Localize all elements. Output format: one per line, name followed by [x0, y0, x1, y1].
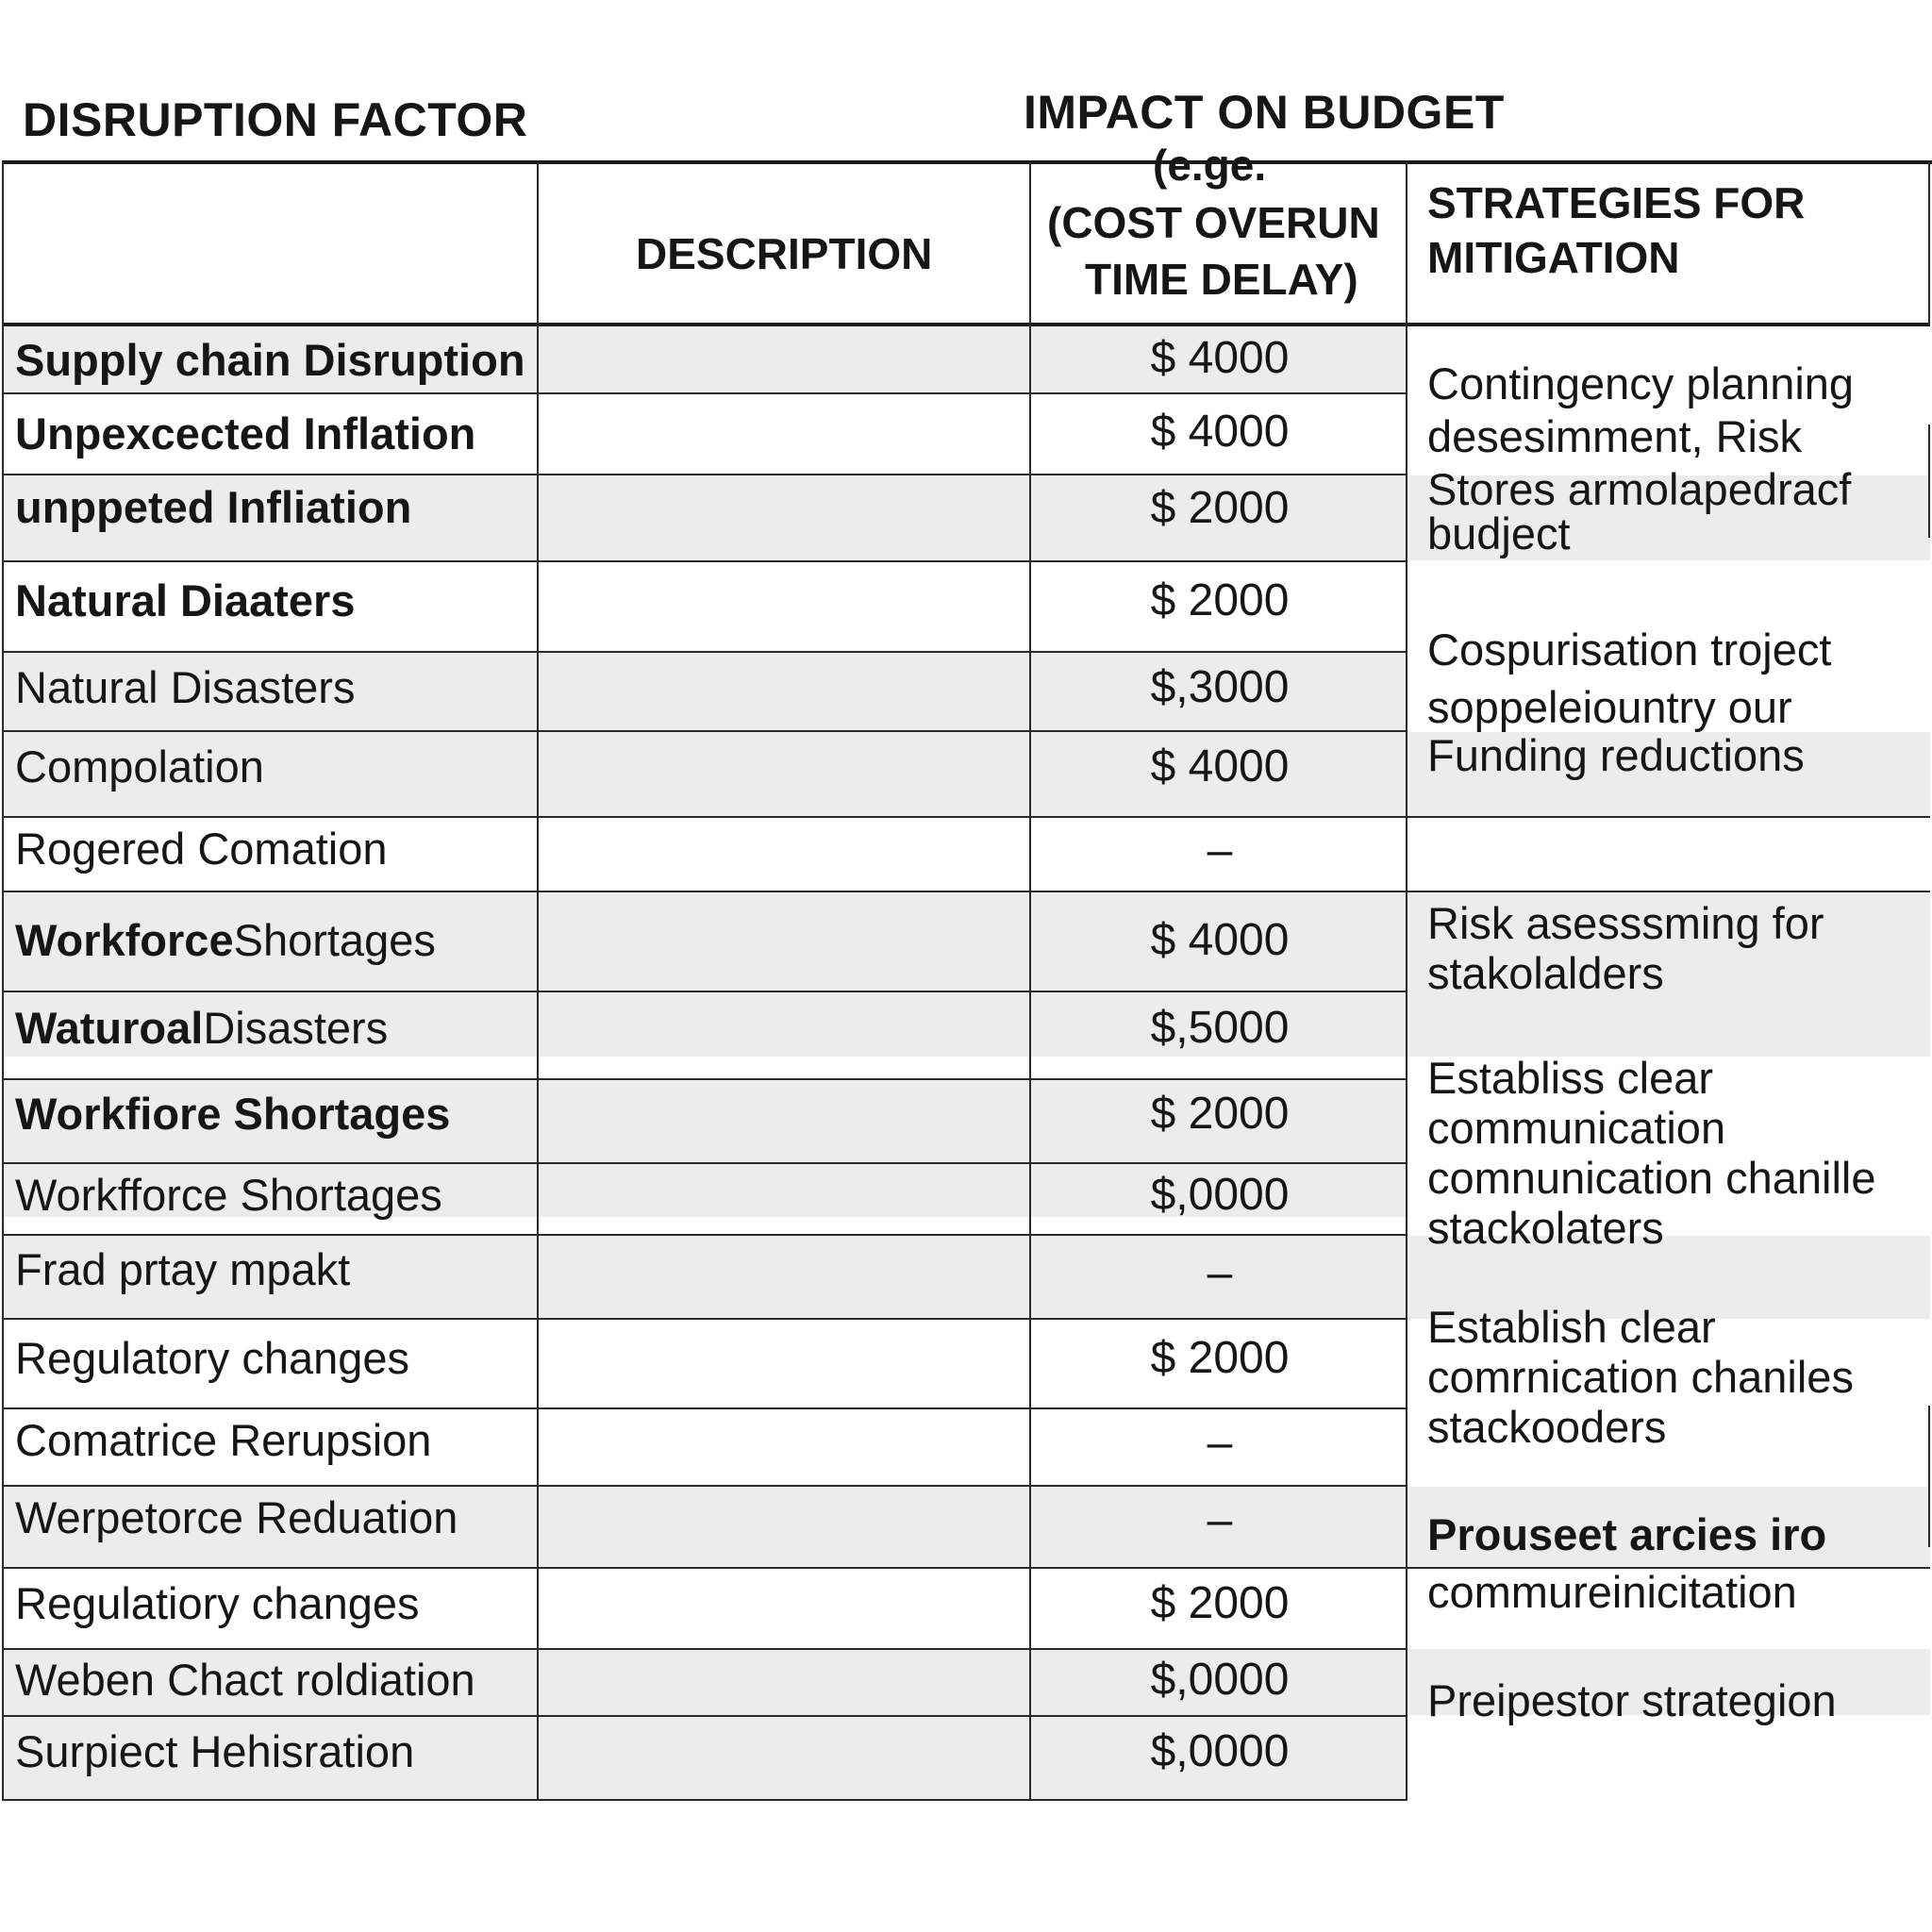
factor-cell: Workfiore Shortages: [15, 1088, 451, 1139]
header-description: DESCRIPTION: [636, 229, 933, 278]
factor-cell: Natural Disasters: [15, 661, 356, 712]
factor-cell: Waturoal Disasters: [15, 1002, 389, 1053]
table-left-border: [2, 162, 4, 1801]
factor-cell: Regulatory changes: [15, 1332, 410, 1383]
factor-cell: Werpetorce Reduation: [15, 1491, 458, 1542]
strategy-contingency: Contingency planning desesimment, Risk Stores armolapedracf budject: [1427, 358, 1855, 558]
header-impact-cost: (COST OVERUN: [1047, 198, 1380, 247]
impact-cell: $,0000: [1150, 1725, 1290, 1776]
impact-cell: $ 2000: [1150, 1577, 1290, 1628]
impact-cell: $ 4000: [1150, 741, 1290, 791]
impact-cell: –: [1207, 1494, 1233, 1545]
factor-cell: Frad prtay mpakt: [15, 1243, 351, 1294]
factor-cell: Supply chain Disruption: [15, 334, 525, 385]
row-divider: [2, 1318, 1407, 1320]
page-title: DISRUPTION FACTOR: [23, 93, 528, 146]
impact-cell: –: [1207, 824, 1233, 875]
factor-cell: Workforce Shortages: [15, 914, 436, 965]
impact-cell: $ 2000: [1150, 482, 1290, 533]
strategy-funding: Cospurisation troject soppeleiountry our Funding reductions: [1427, 625, 1832, 780]
factor-cell: Surpiect Hehisration: [15, 1725, 415, 1776]
impact-cell: $ 2000: [1150, 1088, 1290, 1139]
strategy-risk-assessment: Risk asesssming for stakolalders: [1427, 898, 1824, 998]
strategy-process: Prouseet arcies iro commureinicitation: [1427, 1509, 1827, 1617]
factor-cell: Weben Chact roldiation: [15, 1654, 475, 1705]
strategy-communication-1: Establiss clear communication comnunication chanille stackolaters: [1427, 1053, 1876, 1253]
factor-cell: Natural Diaaters: [15, 575, 356, 625]
column-divider-1: [537, 162, 539, 1801]
factor-cell: unppeted Infliation: [15, 481, 412, 532]
impact-cell: $ 2000: [1150, 575, 1290, 625]
factor-cell: Rogered Comation: [15, 823, 388, 874]
impact-cell: $,5000: [1150, 1002, 1290, 1053]
factor-cell: Unpexcected Inflation: [15, 408, 476, 458]
impact-cell: $ 2000: [1150, 1332, 1290, 1383]
impact-cell: $,3000: [1150, 661, 1290, 712]
factor-cell: Workfforce Shortages: [15, 1169, 442, 1220]
table-bottom-border: [2, 1799, 1407, 1801]
impact-cell: $ 4000: [1150, 406, 1290, 457]
factor-cell: Compolation: [15, 741, 264, 791]
header-strategies-line1: STRATEGIES FOR: [1427, 178, 1806, 227]
impact-cell: $,0000: [1150, 1654, 1290, 1705]
factor-cell: Comatrice Rerupsion: [15, 1414, 432, 1465]
row-divider: [2, 891, 1930, 892]
strategy-preipestor: Preipestor strategion: [1427, 1675, 1837, 1725]
factor-cell: Regulatiory changes: [15, 1577, 420, 1628]
table-right-border: [1928, 162, 1930, 325]
impact-cell: $ 4000: [1150, 332, 1290, 383]
header-strategies-line2: MITIGATION: [1427, 233, 1680, 282]
impact-cell: $,0000: [1150, 1169, 1290, 1220]
impact-cell: –: [1207, 1417, 1233, 1468]
strategy-edge: [1928, 425, 1930, 538]
impact-cell: –: [1207, 1247, 1233, 1298]
strategy-communication-2: Establish clear comrnication chaniles stackooders: [1427, 1302, 1854, 1452]
table-top-border: [2, 160, 1932, 164]
header-impact-time: TIME DELAY): [1085, 255, 1358, 304]
strategy-edge: [1928, 1406, 1930, 1547]
impact-column-title: IMPACT ON BUDGET: [1024, 86, 1505, 139]
impact-cell: $ 4000: [1150, 914, 1290, 965]
header-impact-eg: (e.ge.: [1153, 141, 1267, 190]
